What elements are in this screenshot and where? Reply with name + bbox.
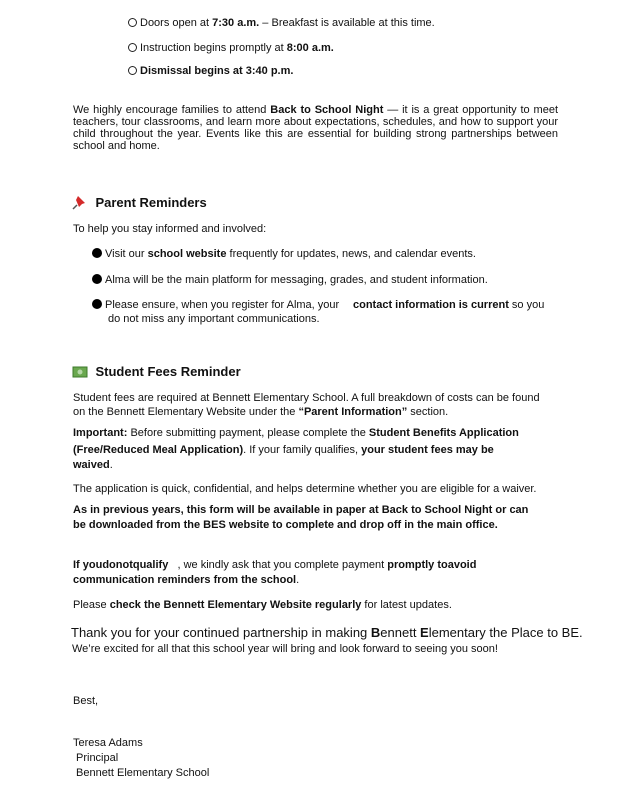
schedule-time: 7:30 a.m. [212,17,260,29]
fees-text-bold: your student fees may be [361,444,494,456]
application-paragraph: The application is quick, confidential, and helps determine whether you are eligible for a waiver. [73,483,537,495]
fees-text-bold: check the Bennett Elementary Website regularly [109,599,362,611]
back-to-school-paragraph [73,104,558,152]
fees-text-bold: If youdonotqualify [73,559,169,571]
fees-text: , we kindly ask that you complete payment [168,559,388,571]
fees-text: section. [407,406,449,418]
hollow-bullet-icon [128,66,137,75]
schedule-item-dismissal [128,64,293,78]
hollow-bullet-icon [128,18,137,27]
fees-text-bold: (Free/Reduced Meal Application) [73,444,244,456]
fees-text: . [296,574,300,586]
reminder-text: Alma will be the main platform for messaging, grades, and student information. [105,274,488,286]
fees-text-bold: waived [73,459,110,471]
reminder-item-alma [92,273,488,287]
schedule-time: Dismissal begins at 3:40 p.m. [140,65,294,77]
fees-text: . If your family qualifies, [243,444,362,456]
paper-form-line1: As in previous years, this form will be available in paper at Back to School Night or can [73,504,529,516]
schedule-text: Doors open at [140,17,213,29]
excited-line: We’re excited for all that this school year will bring and look forward to seeing you soon! [72,643,498,655]
reminder-text: Please ensure, when you register for Alma, your [105,299,340,311]
paragraph-text: We highly encourage families to attend [73,104,271,116]
schedule-time: 8:00 a.m. [286,42,334,54]
reminder-text-bold: contact information is current [353,299,509,311]
schedule-item-instruction [128,41,334,55]
closing-initial: E [420,625,429,640]
reminder-item-contact-line2: do not miss any important communications. [108,313,320,325]
student-fees-heading [72,363,241,381]
reminders-intro: To help you stay informed and involved: [73,223,267,235]
closing-initial: B [370,625,381,640]
closing-text: Thank you for your continued partnership in making [71,625,371,640]
schedule-text: Instruction begins promptly at [140,42,287,54]
fees-text: Before submitting payment, please complete the [127,427,369,439]
fees-text-bold: “Parent Information” [298,406,408,418]
not-qualify-line2 [73,573,299,587]
event-name: Back to School Night [270,104,384,116]
schedule-text: – Breakfast is available at this time. [259,17,435,29]
important-label: Important: [73,427,128,439]
reminder-text: frequently for updates, news, and calendar events. [226,248,476,260]
important-line1 [73,426,519,440]
paragraph-text: — it is a great opportunity to meet teachers, tour classrooms, and learn more about expectations, schedules, and how to support your child throughout the year. Events like this are essential for building strong partnerships between school and home. [73,104,558,152]
fees-paragraph-line2 [73,405,448,419]
fees-text-bold: communication reminders from the school [73,574,297,586]
bullet-icon [92,274,102,284]
schedule-item-doors [128,16,435,30]
paper-form-line2: be downloaded from the BES website to complete and drop off in the main office. [73,519,498,531]
reminder-text: Visit our [105,248,148,260]
fees-text: on the Bennett Elementary Website under the [73,406,299,418]
section-title: Student Fees Reminder [95,364,241,379]
signer-name: Teresa Adams [73,737,143,749]
money-icon [72,364,88,380]
fees-text: Please [73,599,110,611]
reminder-text: so you [508,299,545,311]
important-line2 [73,443,494,457]
thank-you-line [71,625,583,641]
important-line3 [73,458,113,472]
signer-school: Bennett Elementary School [76,767,210,779]
parent-reminders-heading [72,194,207,212]
closing-text: ennett [380,625,421,640]
hollow-bullet-icon [128,43,137,52]
signer-title: Principal [76,752,119,764]
reminder-item-website [92,247,476,261]
section-title: Parent Reminders [95,195,207,210]
reminder-text-bold: school website [147,248,227,260]
pushpin-icon [72,195,88,211]
closing-text: lementary the Place to BE. [428,625,583,640]
fees-text-bold: promptly toavoid [387,559,477,571]
fees-text: . [109,459,113,471]
fees-text-bold: Student Benefits Application [368,427,519,439]
check-website-paragraph [73,598,452,612]
fees-text: for latest updates. [361,599,452,611]
reminder-item-contact [92,298,339,312]
bullet-icon [92,248,102,258]
sign-off: Best, [73,695,99,707]
reminder-item-contact-bold [353,298,544,312]
bullet-icon [92,299,102,309]
not-qualify-line1 [73,558,476,572]
fees-paragraph-line1: Student fees are required at Bennett Elementary School. A full breakdown of costs can be found [73,392,540,404]
